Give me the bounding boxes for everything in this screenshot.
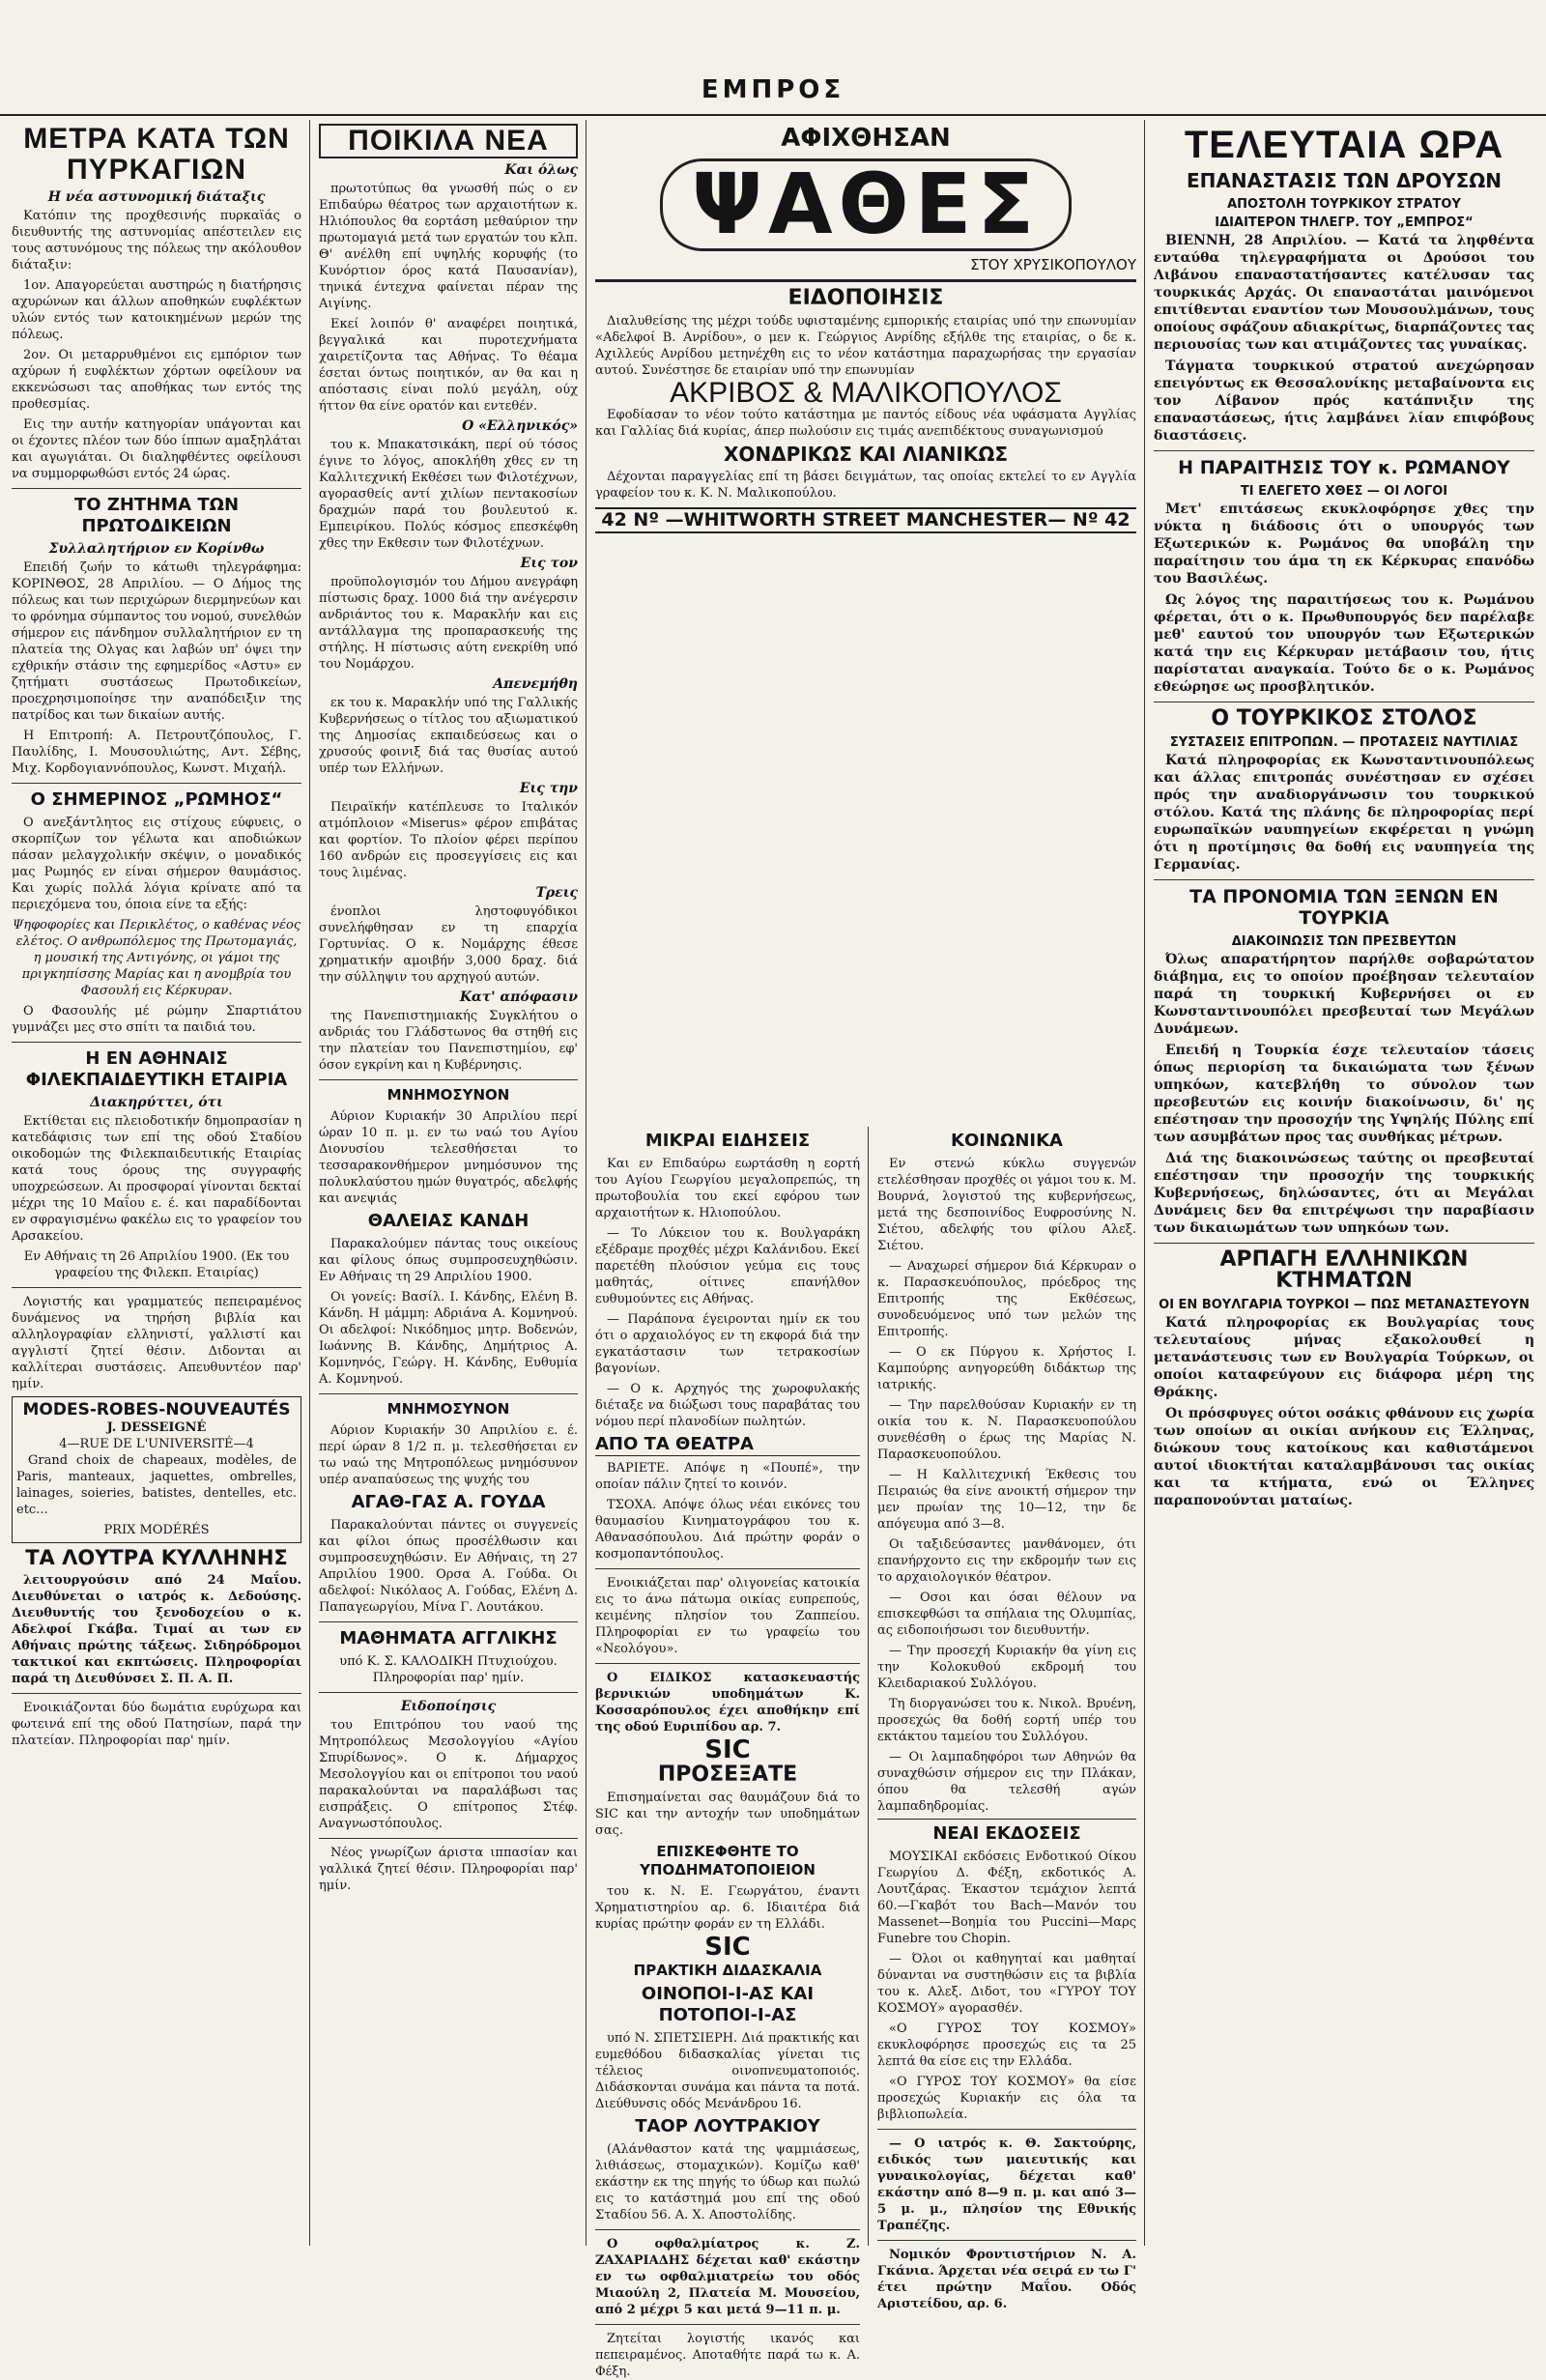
subhead: ΙΔΙΑΙΤΕΡΟΝ ΤΗΛΕΓΡ. ΤΟΥ „ΕΜΠΡΟΣ“ xyxy=(1215,215,1474,230)
paragraph: Εκεί λοιπόν θ' αναφέρει ποιητικά, βεγγαλικά και πυροτεχνήματα χαιρετίζοντα τας Αθήνας. Το θέαμα έσεται όντως ποιητικόν, αν θα και η απόστασις είναι πολύ μεγάλη, ούχ ήττον θα είνε ορατόν και εντεθέν. xyxy=(319,317,578,414)
paragraph: εκ του κ. Μαρακλήν υπό της Γαλλικής Κυβερνήσεως ο τίτλος του αξιωματικού της Δημοσίας εκπαιδεύσεως και ο χρυσούς φοινιξ διά τας θυσίας αυτού υπέρ των Ελλήνων. xyxy=(319,696,578,776)
paragraph: Και εν Επιδαύρω εωρτάσθη η εορτή του Αγίου Γεωργίου μεγαλοπρεπώς, τη πρωτοβουλία του εκεί εφόρου των αρχαιοτήτων κ. Ηλιοπούλου. xyxy=(595,1157,860,1220)
classified-ad: Λογιστής και γραμματεύς πεπειραμένος δυνάμενος να τηρήση βιβλία και αλληλογραφίαν ελληνιστί, γαλλιστί και αγγλιστί ζητεί θέσιν. Διδονται αι καλλίτεραι συστάσεις. Απευθυντέον παρ' ημίν. xyxy=(12,1295,301,1391)
subhead: ΔΙΑΚΟΙΝΩΣΙΣ ΤΩΝ ΠΡΕΣΒΕΥΤΩΝ xyxy=(1231,934,1457,949)
paragraph: Μετ' επιτάσεως εκυκλοφόρησε χθες την νύκτα η διάδοσις ότι ο υπουργός των Εξωτερικών κ. Ρωμάνος θα υποβάλη την παραίτησιν του άμα τη εκ Κέρκυρας επανόδω του Βασιλέως. xyxy=(1154,502,1534,587)
separator xyxy=(12,783,301,784)
headline-fire-measures: ΜΕΤΡΑ ΚΑΤΑ ΤΩΝ ΠΥΡΚΑΓΙΩΝ xyxy=(23,123,290,186)
paragraph: Οι γονείς: Βασίλ. Ι. Κάνδης, Ελένη Β. Κάνδη. Η μάμμη: Αδριάνα Α. Κομνηνού. Οι αδελφοί: Νικόδημος μητρ. Βοδενών, Ιωάννης Β. Κάνδης, Δημήτριος Α. Κομνηνός, Γεώργ. Η. Κάνδης, Ευθυμία Α. Κομνηνού. xyxy=(319,1290,578,1387)
paragraph: Εκτίθεται εις πλειοδοτικήν δημοπρασίαν η κατεδάφισις των επί της οδού Σταδίου οικοδομών της Φιλεκπαιδευτικής Εταιρίας κατά τους όρους της συγγραφής υποχρεώσεων. Αι προσφοραί γίνονται δεκταί μέχρι της 10 Μαΐου ε. έ. και παραδίδονται εν σφραγισμένω φακέλω εις το γραφείον του Αρσακείου. xyxy=(12,1114,301,1244)
paragraph: ΜΟΥΣΙΚΑΙ εκδόσεις Ενδοτικού Οίκου Γεωργίου Δ. Φέξη, εκδοτικός Α. Λουτζάρας. Έκαστον τεμάχιον λεπτά 60.—Γκαβότ του Bach—Μανόν του Massenet—Βοημία του Puccini—Μαρς Funebre του Chopin. xyxy=(877,1850,1136,1946)
advert-desseigne xyxy=(12,1396,301,1543)
column-3 xyxy=(587,1127,868,2379)
headline-english-lessons: ΜΑΘΗΜΑΤΑ ΑΓΓΛΙΚΗΣ xyxy=(339,1628,558,1649)
subhead: ΟΙ ΕΝ ΒΟΥΛΓΑΡΙΑ ΤΟΥΡΚΟΙ — ΠΩΣ ΜΕΤΑΝΑΣΤΕΥΟΥΝ xyxy=(1159,1298,1530,1312)
separator xyxy=(319,1393,578,1394)
headline-baths: ΤΑ ΛΟΥΤΡΑ ΚΥΛΛΗΝΗΣ xyxy=(25,1546,288,1569)
paragraph: — Την παρελθούσαν Κυριακήν εν τη οικία του κ. Ν. Παρασκευοπούλου συνεθέσθη ο έρως της Μαρίας Ν. Παρασκευοπούλου. xyxy=(877,1398,1136,1462)
store-name: ΣΤΟΥ ΧΡΥΣΙΚΟΠΟΥΛΟΥ xyxy=(970,256,1136,273)
paragraph: Ο Φασουλής μέ ρώμην Σπαρτιάτου γυμνάζει μες στο σπίτι τα παιδιά του. xyxy=(12,1004,301,1035)
headline-shoe-shop: ΕΠΙΣΚΕΦΘΗΤΕ ΤΟ ΥΠΟΔΗΜΑΤΟΠΟΙΕΙΟΝ xyxy=(640,1843,816,1878)
headline-last-hour: ΤΕΛΕΥΤΑΙΑ ΩΡΑ xyxy=(1184,124,1504,166)
separator xyxy=(595,1568,860,1569)
ad-address: 4—RUE DE L'UNIVERSITÉ—4 xyxy=(59,1437,254,1451)
paragraph: Ενοικιάζεται παρ' ολιγονείας κατοικία εις το άνω πάτωμα οικίας ευπρεπούς, κειμένης πλησίον του Ζαππείου. Πληροφορίαι εν τω γραφείω του «Νεολόγου». xyxy=(595,1576,860,1656)
headline-theatres: ΑΠΟ ΤΑ ΘΕΑΤΡΑ xyxy=(595,1434,860,1456)
paragraph: — Η Καλλιτεχνική Έκθεσις του Πειραιώς θα είνε ανοικτή σήμερον την μεν πρωίαν της 10—12, την δε απόγευμα από 3—8. xyxy=(877,1468,1136,1532)
separator xyxy=(319,1621,578,1622)
paragraph: Αύριον Κυριακήν 30 Απριλίου ε. έ. περί ώραν 8 1/2 π. μ. τελεσθήσεται εν τω ναώ της Μητροπόλεως μνημόσυνον υπέρ αναπαύσεως της ψυχής του xyxy=(319,1423,578,1487)
paragraph: Κατά πληροφορίας εκ Βουλγαρίας τους τελευταίους μήνας εξακολουθεί η μετανάστευσις των εν Βουλγαρία Τούρκων, οι οποίοι καταφεύγουν εις διάφορα μέρη της Θράκης. xyxy=(1154,1315,1534,1400)
separator xyxy=(595,279,1136,282)
subhead: ΤΙ ΕΛΕΓΕΤΟ ΧΘΕΣ — ΟΙ ΛΟΓΟΙ xyxy=(1240,484,1448,499)
subhead: Απενεμήθη xyxy=(493,676,578,692)
firm-name: ΑΚΡΙΒΟΣ & ΜΑΛΙΚΟΠΟΥΛΟΣ xyxy=(670,377,1062,409)
paragraph: Ο ΕΙΔΙΚΟΣ κατασκευαστής βερνικιών υποδημάτων Κ. Κοσσαρόπουλος έχει αποθήκην επί της οδού Ευριπίδου αρ. 7. xyxy=(595,1671,860,1735)
paragraph: Διαλυθείσης της μέχρι τούδε υφισταμένης εμπορικής εταιρίας υπό την επωνυμίαν «Αδελφοί Β. Ανρίδου», ο μεν κ. Γεώργιος Ανρίδης εξήλθε της εταιρίας, ο δε κ. Αχιλλεύς Ανρίδου μετηνέχθη εις το νέον κατάστημα παραχωρήσας την εργασίαν αυτού. Συνέστησε δε εταιρίαν υπό την επωνυμίαν xyxy=(595,314,1136,378)
headline-resignation: Η ΠΑΡΑΙΤΗΣΙΣ ΤΟΥ κ. ΡΩΜΑΝΟΥ xyxy=(1178,457,1510,478)
subhead: Ειδοποίησις xyxy=(400,1699,497,1714)
paragraph: Νομικόν Φροντιστήριον Ν. Α. Γκάνια. Άρχεται νέα σειρά εν τω Γ' έτει πρώτην Μαΐου. Οδός Αριστείδου, αρ. 6. xyxy=(877,2248,1136,2311)
hats-logo: ΨΑΘΕΣ xyxy=(660,158,1072,251)
paragraph: της Πανεπιστημιακής Συγκλήτου ο ανδριάς του Γλάδστωνος θα στηθή εις την πλατείαν του Πανεπιστημίου, εφ' όσον εγκρίνη και η Κυβέρνησις. xyxy=(319,1009,578,1073)
separator xyxy=(12,488,301,489)
separator xyxy=(595,1663,860,1664)
paragraph: Όλως απαρατήρητον παρήλθε σοβαρώτατον διάβημα, εις το οποίον προέβησαν τελευταίον παρά τη τουρκική Κυβερνήσει οι εν Κωνσταντινουπόλει πρεσβευταί των Μεγάλων Δυνάμεων. xyxy=(1154,952,1534,1037)
subhead: Τρεις xyxy=(535,885,578,901)
classified-ad: Ενοικιάζονται δύο δωμάτια ευρύχωρα και φωτεινά επί της οδού Πατησίων, παρά την πλατείαν. Πληροφορίαι παρ' ημίν. xyxy=(12,1701,301,1748)
classified-ad: Νέος γνωρίζων άριστα ιππασίαν και γαλλικά ζητεί θέσιν. Πληροφορίαι παρ' ημίν. xyxy=(319,1846,578,1893)
paragraph: — Ο κ. Αρχηγός της χωροφυλακής διέταξε να διώξωσι τους παραβάτας του νόμου περί πλανοδίων πωλητών. xyxy=(595,1382,860,1429)
column-divider xyxy=(868,1127,869,2246)
headline-name: ΑΓΑΘ-ΓΑΣ Α. ΓΟΥΔΑ xyxy=(351,1492,546,1512)
paragraph: — Την προσεχή Κυριακήν θα γίνη εις την Κολοκυθού εκδρομή του Κλειδαριακού Συλλόγου. xyxy=(877,1644,1136,1691)
paragraph: Τάγματα τουρκικού στρατού ανεχώρησαν επειγόντως εκ Θεσσαλονίκης μεταβαίνοντα εις τον Λίβανον πρός κατάπνιξιν της επαναστάσεως, ήτις λαμβάνει λίαν επιφόβους διαστάσεις. xyxy=(1154,358,1534,444)
separator xyxy=(595,2324,860,2325)
paragraph: «Ο ΓΥΡΟΣ ΤΟΥ ΚΟΣΜΟΥ» εκυκλοφόρησε προσεχώς εις τα 25 λεπτά θα είσε εις την Ελλάδα. xyxy=(877,2022,1136,2069)
separator xyxy=(12,1042,301,1043)
separator xyxy=(877,2240,1136,2241)
ad-name: J. DESSEIGNÉ xyxy=(106,1420,207,1435)
paragraph: λειτουργούσιν από 24 Μαΐου. Διευθύνεται ο ιατρός κ. Δεδούσης. Διευθυντής του ξενοδοχείου ο κ. Αδελφοί Γκάβα. Τιμαί αι των εν Αθήναις πρώτης τάξεως. Σιδηρόδρομοι τακτικοί και εκπτώσεις. Πληροφορίαι παρά τη Διευθύνσει Σ. Π. Α. Π. xyxy=(12,1573,301,1686)
paragraph: — Ο εκ Πύργου κ. Χρήστος Ι. Καμπούρης ανηγορεύθη διδάκτωρ της ιατρικής. xyxy=(877,1345,1136,1392)
headline-social: ΚΟΙΝΩΝΙΚΑ xyxy=(951,1131,1063,1151)
separator xyxy=(319,1079,578,1080)
paragraph: Αύριον Κυριακήν 30 Απριλίου περί ώραν 10 π. μ. εν τω ναώ του Αγίου Διονυσίου τελεσθήσεται το τεσσαρακονθήμερον μνημόσυνον της πολυκλαύστου ημών θυγατρός, αδελφής και ανεψιάς xyxy=(319,1109,578,1206)
paragraph: Εις την αυτήν κατηγορίαν υπάγονται και οι έχοντες πλέον των δύο ίππων αμαξηλάται και αγωγιάται. Οι διαληφθέντες οφείλουσι να συμμορφωθώσι εντός 24 ώρας. xyxy=(12,417,301,481)
paragraph: ένοπλοι ληστοφυγόδικοι συνελήφθησαν εν τη επαρχία Γορτυνίας. Ο κ. Νομάρχης έθεσε χρηματικήν αμοιβήν 3,000 δραχ. διά την σύλληψιν του αρχηγού αυτών. xyxy=(319,904,578,985)
separator xyxy=(12,1287,301,1288)
paragraph: Ως λόγος της παραιτήσεως του κ. Ρωμάνου φέρεται, ότι ο κ. Πρωθυπουργός δεν παρέλαβε μεθ' εαυτού τον υπουργόν των Εξωτερικών κατά την εις Κέρκυραν μετάβασιν του, ήτις παρίσταται αναγκαία. Τούτο δε ο κ. Ρωμάνος εθεώρησε ως προσβλητικόν. xyxy=(1154,592,1534,695)
paragraph: (Αλάνθαστον κατά της ψαμμιάσεως, λιθιάσεως, στομαχικών). Κομίζω καθ' εκάστην εκ της πηγής το ύδωρ και πωλώ εις το κατάστημά μου επί της οδού Σταδίου 56. Α. Χ. Αποστολίδης. xyxy=(595,2142,860,2222)
subhead: ΑΠΟΣΤΟΛΗ ΤΟΥΡΚΙΚΟΥ ΣΤΡΑΤΟΥ xyxy=(1227,197,1461,212)
paragraph: Οι πρόσφυγες ούτοι οσάκις φθάνουν εις χωρία των οποίων αι οικίαι ανήκουν εις Έλληνας, διώκουν τους κατοίκους και καθιστάμενοι αυτοί ιδιοκτήται καταλαμβάνουσι τας οικίας και τα κτήματα, ενώ οι Έλληνες παραπονούνται ματαίως. xyxy=(1154,1406,1534,1508)
headline-romios: Ο ΣΗΜΕΡΙΝΟΣ „ΡΩΜΗΟΣ“ xyxy=(30,789,283,810)
paragraph: του κ. Μπακατσικάκη, περί ού τόσος έγινε το λόγος, αποκλήθη χθες εν τη Καλλιτεχνική Εκθέσει των Φιλοτέχνων, αγορασθείς αντί χιλίων πεντακοσίων δραχμών παρά του βουλευτού κ. Εμπειρίκου. Πολύς κόσμος επεσκέφθη χθες την Εκθεσιν των Φιλοτέχνων. xyxy=(319,438,578,551)
subhead: Ο «Ελληνικός» xyxy=(462,418,578,434)
paragraph: Πειραϊκήν κατέπλευσε το Ιταλικόν ατμόπλοιον «Miserus» φέρον επιβάτας και φορτίον. Το πλοίον φέρει περίπου 160 ανδρών εις προσεγγίσεις εις και τους λιμένας. xyxy=(319,800,578,880)
subhead: Διακηρύττει, ότι xyxy=(90,1095,223,1110)
paragraph: υπό Κ. Σ. ΚΑΛΟΔΙΚΗ Πτυχιούχου. Πληροφορίαι παρ' ημίν. xyxy=(339,1654,558,1685)
paragraph: 2ον. Οι μεταρρυθμένοι εις εμπόριον των αχύρων ή ευφλέκτων χόρτων οφείλουν να εκκενώσωσι τας αποθήκας των εντός της προθεσμίας. xyxy=(12,348,301,412)
subhead: Η νέα αστυνομική διάταξις xyxy=(47,189,266,205)
subhead: Συλλαλητήριον εν Κορίνθω xyxy=(48,541,265,557)
paragraph: Εφοδίασαν το νέον τούτο κατάστημα με παντός είδους νέα υφάσματα Αγγλίας και Γαλλίας διά κυρίας, άπερ πωλούσιν εις τιμάς ανεπιδέκτους συναγωνισμού xyxy=(595,408,1136,439)
sic-logo: SIC xyxy=(704,1735,751,1764)
paragraph: προϋπολογισμόν του Δήμου ανεγράφη πίστωσις δραχ. 1000 διά την ανέγερσιν ανδριάντος του κ. Μαρακλήν και εις αντάλλαγμα της προπαρασκευής της στήλης. Η πίστωσις αύτη ενεκρίθη υπό του Νομάρχου. xyxy=(319,575,578,672)
paragraph: Ο οφθαλμίατρος κ. Ζ. ΖΑΧΑΡΙΑΔΗΣ δέχεται καθ' εκάστην εν τω οφθαλμιατρείω του οδός Μιαούλη 2, Πλατεία Μ. Μουσείου, από 2 μέχρι 5 και μετά 9—11 π. μ. xyxy=(595,2237,860,2317)
advert-block xyxy=(587,120,1144,1125)
paragraph: του Επιτρόπου του ναού της Μητροπόλεως Μεσολογγίου «Αγίου Σπυρίδωνος». Ο κ. Δήμαρχος Μεσολογγίου και οι επίτροποι του ναού παρακαλούνται να παραλάβωσι τας εισπράξεις. Ο επίτροπος Στέφ. Αναγνωστόπουλος. xyxy=(319,1718,578,1831)
sic-logo: SIC xyxy=(704,1933,751,1962)
headline-society: Η ΕΝ ΑΘΗΝΑΙΣ ΦΙΛΕΚΠΑΙΔΕΥΤΙΚΗ ΕΤΑΙΡΙΑ xyxy=(25,1048,288,1090)
paragraph: Η Επιτροπή: Α. Πετρουτζόπουλος, Γ. Παυλίδης, Ι. Μουσουλιώτης, Αντ. Σέβης, Μιχ. Κορδογιαννόπουλος, Κωνστ. Μιχαήλ. xyxy=(12,729,301,776)
subhead: ΣΥΣΤΑΣΕΙΣ ΕΠΙΤΡΟΠΩΝ. — ΠΡΟΤΑΣΕΙΣ ΝΑΥΤΙΛΙΑΣ xyxy=(1169,735,1519,750)
column-divider xyxy=(309,120,310,2246)
paragraph: — Αναχωρεί σήμερον διά Κέρκυραν ο κ. Παρασκευόπουλος, πρόεδρος της Επιτροπής της Εκθέσεως, συνοδευόμενος υπό των μελών της Επιτροπής. xyxy=(877,1259,1136,1339)
subhead: Εις την xyxy=(519,781,578,796)
paragraph: Παρακαλούνται πάντες οι συγγενείς και φίλοι όπως προσέλθωσιν και συμπροσευχηθώσιν. Εν Αθήναις, τη 27 Απριλίου 1900. Ορσα Α. Γούδα. Οι αδελφοί: Νικόλαος Α. Γούδας, Ελένη Δ. Παπαγεωργίου, Μίνα Γ. Λουτάκου. xyxy=(319,1518,578,1615)
paragraph: — Το Λύκειον του κ. Βουλγαράκη εξέδραμε προχθές μέχρι Καλάνιδου. Εκεί παρετέθη πλούσιον γεύμα εις τους μαθητάς, οίτινες επανήλθον ευθυμούντες εις Αθήνας. xyxy=(595,1226,860,1306)
headline-publications: ΝΕΑΙ ΕΚΔΟΣΕΙΣ xyxy=(877,1819,1136,1845)
separator xyxy=(595,2229,860,2230)
headline-memorial: ΜΝΗΜΟΣΥΝΟΝ xyxy=(386,1400,510,1418)
paragraph: — Οσοι και όσαι θέλουν να επισκεφθώσι τα σπήλαια της Ολυμπίας, ας ειδοποιήσωσι τον διευθυντήν. xyxy=(877,1591,1136,1638)
paragraph: Επειδή ζωήν το κάτωθι τηλεγράφημα: ΚΟΡΙΝΘΟΣ, 28 Απριλίου. — Ο Δήμος της πόλεως και των περιχώρων διερμηνεύων και το φρόνημα σύμπαντος του νομού, συνελθών σήμερον εις πάνδημον συλλαλητήριον εν τη πλατεία της Ολγας και λαβών υπ' όψει την εχθρικήν στάσιν της εφημερίδος «Αστυ» εν ζητήματι συστάσεως Πρωτοδικείων, προεχρησιμοποίησε την αναπόδειξιν της πατρίδος και των δικαίων αυτής. xyxy=(12,560,301,723)
headline-notice: ΕΙΔΟΠΟΙΗΣΙΣ xyxy=(787,286,944,310)
paragraph: Οι ταξιδεύσαντες μανθάνομεν, ότι επανήρχοντο εις την εκδρομήν των εις το αρχαιολογικόν θέατρον. xyxy=(877,1537,1136,1585)
headline-news: ΠΟΙΚΙΛΑ ΝΕΑ xyxy=(319,124,578,158)
paragraph: ΒΑΡΙΕΤΕ. Απόψε η «Πουπέ», την οποίαν πάλιν ζητεί το κοινόν. xyxy=(595,1461,860,1492)
headline-winemaking: ΟΙΝΟΠΟΙ-Ι-ΑΣ ΚΑΙ ΠΟΤΟΠΟΙ-Ι-ΑΣ xyxy=(641,1984,815,2025)
ad-text: Grand choix de chapeaux, modèles, de Paris, manteaux, jaquettes, ombrelles, lainages, soieries, batistes, dentelles, etc. etc... xyxy=(16,1453,297,1517)
column-1 xyxy=(4,120,309,2246)
paragraph: «Ο ΓΥΡΟΣ ΤΟΥ ΚΟΣΜΟΥ» θα είσε προσεχώς Κυριακήν εις όλα τα βιβλιοπωλεία. xyxy=(877,2075,1136,2122)
separator xyxy=(12,1693,301,1694)
subhead: Κατ' απόφασιν xyxy=(459,989,578,1005)
headline-courts: ΤΟ ΖΗΤΗΜΑ ΤΩΝ ΠΡΩΤΟΔΙΚΕΙΩΝ xyxy=(73,495,240,536)
column-4 xyxy=(870,1127,1144,2311)
paragraph: του κ. Ν. Ε. Γεωργάτου, έναντι Χρηματιστηρίου αρ. 6. Ιδιαιτέρα διά κυρίας πρώτην φοράν εν τη Ελλάδι. xyxy=(595,1884,860,1932)
paragraph: — Ο ιατρός κ. Θ. Σακτούρης, ειδικός των μαιευτικής και γυναικολογίας, δέχεται καθ' εκάστην από 8—9 π. μ. και από 3—5 μ. μ., πλησίον της Εθνικής Τραπέζης. xyxy=(877,2136,1136,2233)
subhead: Και όλως xyxy=(504,162,578,178)
paragraph: ΤΣΟΧΑ. Απόψε όλως νέαι εικόνες του θαυμασίου Κινηματογράφου του κ. Αθανασόπουλου. Διά πρώτην φοράν ο κοσμοπαντόπουλος. xyxy=(595,1498,860,1562)
separator xyxy=(1154,1243,1534,1244)
ad-prices: PRIX MODÉRÉS xyxy=(103,1523,210,1537)
headline-lessons: ΠΡΑΚΤΙΚΗ ΔΙΔΑΣΚΑΛΙΑ xyxy=(633,1962,822,1979)
paragraph: υπό Ν. ΣΠΕΤΣΙΕΡΗ. Διά πρακτικής και ευμεθόδου διδασκαλίας γίνεται τις τέλειος οινοπνευματοποιός. Διδάσκονται συνάμα και πάντα τα ποτά. Διεύθυνσις οδός Μενάνδρου 16. xyxy=(595,2031,860,2111)
paragraph: Δέχονται παραγγελίας επί τη βάσει δειγμάτων, τας οποίας εκτελεί το εν Αγγλία γραφείον του κ. Κ. Ν. Μαλικοπούλου. xyxy=(595,470,1136,501)
paragraph: — Όλοι οι καθηγηταί και μαθηταί δύνανται να συστηθώσιν εις τα βιβλία του κ. Αλεξ. Διδοτ, του «ΓΥΡΟΥ ΤΟΥ ΚΟΣΜΟΥ» αγορασθέν. xyxy=(877,1952,1136,2016)
paragraph: Κατά πληροφορίας εκ Κωνσταντινουπόλεως και άλλας επιτροπάς συνέστησαν εν σχέσει πρός την αναδιοργάνωσιν του τουρκικού στόλου. Κατά της πλάνης δε πληροφορίας περί ευρωπαϊκών ναυπηγείων εκφέρεται η γνώμη ότι η προτίμησις θα δοθή εις ναυπηγεία της Γερμανίας. xyxy=(1154,753,1534,873)
separator xyxy=(319,1692,578,1693)
headline-arrived: ΑΦΙΧΘΗΣΑΝ xyxy=(781,124,951,153)
headline-druze-revolt: ΕΠΑΝΑΣΤΑΣΙΣ ΤΩΝ ΔΡΟΥΣΩΝ xyxy=(1187,169,1502,192)
headline-wholesale: ΧΟΝΔΡΙΚΩΣ ΚΑΙ ΛΙΑΝΙΚΩΣ xyxy=(724,443,1008,466)
column-divider xyxy=(586,120,587,2246)
paragraph: — Οι λαμπαδηφόροι των Αθηνών θα συναχθώσιν σήμερον εις την Πλάκαν, όπου θα τελεσθή αγών λαμπαδηδρομίας. xyxy=(877,1750,1136,1814)
paragraph: Ζητείται λογιστής ικανός και πεπειραμένος. Αποταθήτε παρά τω κ. Α. Φέξη. xyxy=(595,2332,860,2379)
separator xyxy=(1154,450,1534,451)
paragraph: Επειδή η Τουρκία έσχε τελευταίον τάσεις όπως περιορίση τα δικαιώματα των ξένων υπηκόων, κατεβλήθη το σύνολον των πρεσβευτών εις κοινήν διακοίνωσιν, δι' ης επέστησαν την προσοχήν της Υψηλής Πύλης επί των ασυμβάτων προς τας συνθήκας μέτρων. xyxy=(1154,1043,1534,1145)
headline-seizure: ΑΡΠΑΓΗ ΕΛΛΗΝΙΚΩΝ ΚΤΗΜΑΤΩΝ xyxy=(1219,1247,1469,1293)
paragraph: Εν Αθήναις τη 26 Απριλίου 1900. (Εκ του γραφείου της Φιλεκπ. Εταιρίας) xyxy=(23,1249,290,1280)
headline-attention: ΠΡΟΣΕΞΑΤΕ xyxy=(657,1763,798,1787)
headline-brief-news: ΜΙΚΡΑΙ ΕΙΔΗΣΕΙΣ xyxy=(644,1131,811,1151)
headline-memorial: ΜΝΗΜΟΣΥΝΟΝ xyxy=(386,1086,510,1104)
column-divider xyxy=(1144,120,1145,2246)
headline-loutraki: ΤΑΟΡ ΛΟΥΤΡΑΚΙΟΥ xyxy=(635,2116,820,2136)
paragraph: Εν στενώ κύκλω συγγενών ετελέσθησαν προχθές οι γάμοι του κ. Μ. Βουρνά, λογιστού της κυβερνήσεως, μετά της δεσποινίδος Ευφροσύνης Ν. Σιέτου, αδελφής του φίλου Αλεξ. Σιέτου. xyxy=(877,1157,1136,1253)
subhead: Εις τον xyxy=(520,556,578,571)
paragraph: Επισημαίνεται σας θαυμάζουν διά το SIC και την αντοχήν των υποδημάτων σας. xyxy=(595,1791,860,1838)
column-2 xyxy=(311,120,586,2246)
verse: Ψηφοφορίες και Περικλέτος, ο καθένας νέος ελέτος. Ο ανθρωπόλεμος της Πρωτομαγιάς, η μουσική της Αντιγόνης, οι γάμοι της πριγκηπίσσης Μαρίας και η ανομβρία του Φασουλή εις Κέρκυραν. xyxy=(12,918,301,998)
masthead: ΕΜΠΡΟΣ xyxy=(701,75,845,104)
manchester-address: 42 Nº —WHITWORTH STREET MANCHESTER— Nº 42 xyxy=(595,507,1136,533)
paragraph: Ο ανεξάντλητος εις στίχους εύφυεις, ο σκορπίζων τον γέλωτα και αποδιώκων πάσαν μελαγχολικήν σκέψιν, ο μοναδικός μας Ρωμηός εν είναι σήμερον θαυμάσιος. Και χωρίς πολλά λόγια κρίνατε από τα περιεχόμενα του, όποια είνε τα εξής: xyxy=(12,816,301,912)
headline-name: ΘΑΛΕΙΑΣ ΚΑΝΔΗ xyxy=(367,1211,530,1231)
separator xyxy=(1154,702,1534,703)
column-5 xyxy=(1146,120,1542,2246)
paragraph: 1ον. Απαγορεύεται αυστηρώς η διατήρησις αχυρώνων και άλλων αποθηκών ευφλέκτων υλών εντός των κατοικημένων μερών της πόλεως. xyxy=(12,278,301,342)
top-rule xyxy=(0,114,1546,116)
headline-turkish-fleet: Ο ΤΟΥΡΚΙΚΟΣ ΣΤΟΛΟΣ xyxy=(1211,706,1477,731)
paragraph: Παρακαλούμεν πάντας τους οικείους και φίλους όπως συμπροσευχηθώσιν. Εν Αθήναις τη 29 Απριλίου 1900. xyxy=(319,1237,578,1284)
separator xyxy=(877,2129,1136,2130)
separator xyxy=(1154,879,1534,880)
headline-foreign-privileges: ΤΑ ΠΡΟΝΟΜΙΑ ΤΩΝ ΞΕΝΩΝ ΕΝ ΤΟΥΡΚΙΑ xyxy=(1189,886,1499,929)
paragraph: Διά της διακοινώσεως ταύτης οι πρεσβευταί επέστησαν την προσοχήν της τουρκικής Κυβερνήσεως, δηλώσαντες, ότι αι Μεγάλαι Δυνάμεις δεν θα επιτρέψωσι την παραβίασιν των δικαιωμάτων των υπηκόων των. xyxy=(1154,1151,1534,1236)
paragraph: πρωτοτύπως θα γνωσθή πώς ο εν Επιδαύρω θέατρος των αρχαιοτήτων κ. Ηλιόπουλος θα εορτάση μεθαύριον την πρωτομαγιά μετά των εργατών του κλπ. Θ' ανέλθη επί υψηλής κορυφής (το Κυνόρτιον όρος κατά Παυσανίαν), τηνικά έντεχνα φαίνεται πέραν της Αιγίνης. xyxy=(319,182,578,311)
paragraph: Τη διοργανώσει του κ. Νικολ. Βρυένη, προσεχώς θα δοθή εορτή υπέρ του εκτάκτου ταμείου του Συλλόγου. xyxy=(877,1697,1136,1744)
paragraph: ΒΙΕΝΝΗ, 28 Απριλίου. — Κατά τα ληφθέντα ενταύθα τηλεγραφήματα οι Δρούσοι του Λιβάνου επαναστατήσαντες κατέλυσαν τας τουρκικάς Αρχάς. Οι επαναστάται μαινόμενοι επιτίθενται εναντίον των Μουσουλμάνων, τους οποίους σφάζουν αδιακρίτως, διαρπάζοντες τας περιουσίας των και ατιμάζοντες τας γυναίκας. xyxy=(1154,233,1534,353)
paragraph: Κατόπιν της προχθεσινής πυρκαϊάς ο διευθυντής της αστυνομίας απέστειλεν εις τους αστυνόμους της πόλεως την ακόλουθον διάταξιν: xyxy=(12,209,301,272)
separator xyxy=(319,1838,578,1839)
paragraph: — Παράπονα έγειρονται ημίν εκ του ότι ο αρχαιολόγος εν τη εκφορά διά την εγκατάστασιν των τετρακοσίων βαγονίων. xyxy=(595,1312,860,1376)
ad-title: MODES-ROBES-NOUVEAUTÉS xyxy=(22,1400,291,1419)
